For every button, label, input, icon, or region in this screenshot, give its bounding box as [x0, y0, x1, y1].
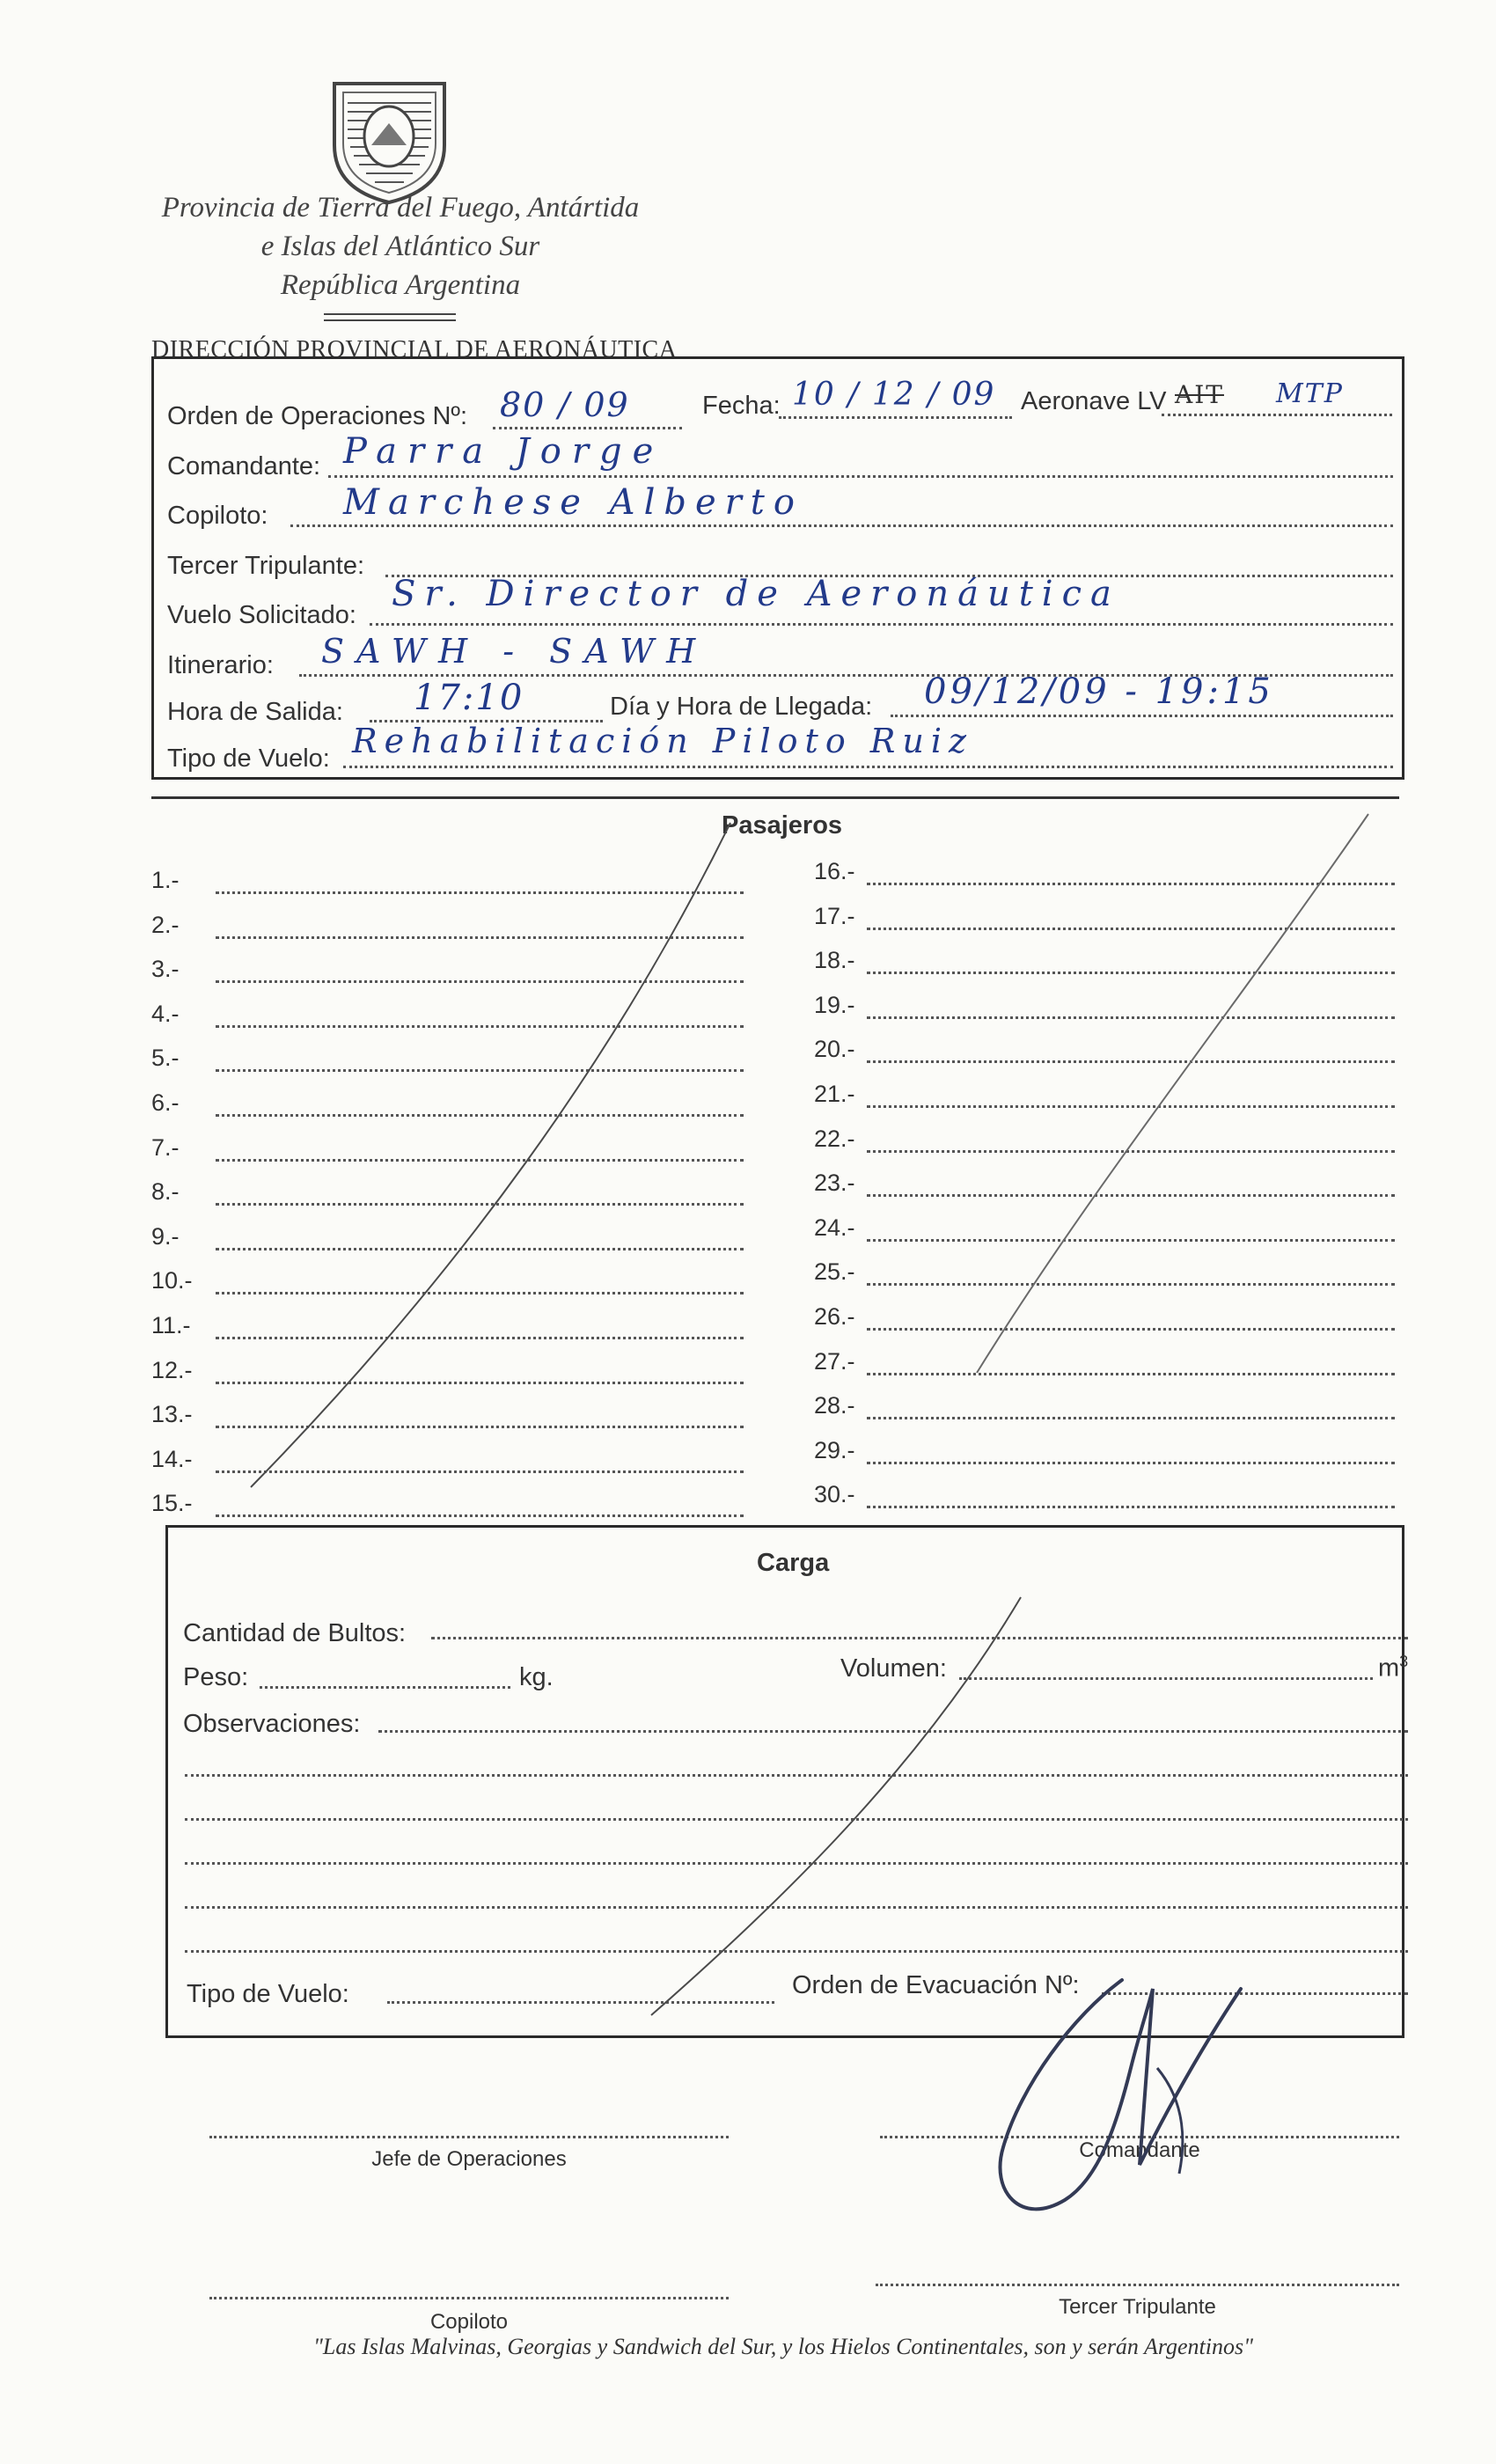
passenger-number: 13.- — [151, 1401, 193, 1428]
third-crew-caption: Tercer Tripulante — [1059, 2295, 1216, 2319]
evacuation-order-label: Orden de Evacuación Nº: — [792, 1971, 1080, 1999]
passenger-number: 20.- — [814, 1036, 855, 1063]
passenger-number: 7.- — [151, 1133, 180, 1161]
aircraft-value: MTP — [1276, 378, 1344, 409]
passenger-number: 17.- — [814, 902, 855, 929]
passenger-number: 1.- — [151, 867, 180, 893]
volume-label: Volumen: — [840, 1654, 947, 1683]
country-name: República Argentina — [280, 269, 521, 301]
passenger-number: 16.- — [814, 858, 855, 884]
third-crew-signature-line — [876, 2284, 1399, 2286]
aircraft-struck-value: AIT — [1175, 380, 1224, 409]
passenger-number: 22.- — [814, 1125, 855, 1152]
passenger-number: 6.- — [151, 1089, 180, 1116]
passenger-number: 9.- — [151, 1222, 180, 1250]
passenger-number: 27.- — [814, 1347, 855, 1375]
itinerary-value: SAWH - SAWH — [321, 632, 708, 671]
ops-chief-signature-line — [209, 2136, 729, 2138]
volume-unit-text: m — [1378, 1654, 1400, 1683]
passenger-number: 21.- — [814, 1081, 855, 1107]
order-number-label: Orden de Operaciones Nº: — [167, 402, 468, 430]
arrival-label: Día y Hora de Llegada: — [610, 693, 873, 721]
passenger-number: 11.- — [151, 1312, 191, 1338]
commander-value: Parra Jorge — [343, 431, 664, 472]
passenger-number: 2.- — [151, 911, 180, 938]
flight-type-value: Rehabilitación Piloto Ruiz — [352, 722, 974, 760]
passenger-number: 26.- — [814, 1303, 855, 1330]
copilot-caption: Copiloto — [429, 2310, 509, 2334]
cargo-title: Carga — [757, 1549, 830, 1577]
commander-label: Comandante: — [167, 452, 321, 480]
departure-time-label: Hora de Salida: — [167, 698, 343, 726]
passenger-number: 29.- — [814, 1436, 855, 1463]
passenger-number: 23.- — [814, 1170, 855, 1197]
passenger-number: 30.- — [814, 1481, 855, 1508]
arrival-value: 09/12/09 - 19:15 — [924, 671, 1274, 712]
requested-flight-label: Vuelo Solicitado: — [167, 601, 356, 629]
passenger-number: 25.- — [814, 1258, 855, 1286]
cargo-flight-type-label: Tipo de Vuelo: — [187, 1980, 349, 2008]
passenger-number: 19.- — [814, 991, 855, 1018]
order-number-value: 80 / 09 — [500, 385, 630, 424]
copilot-value: Marchese Alberto — [343, 482, 803, 523]
itinerary-label: Itinerario: — [167, 651, 274, 679]
passenger-number: 14.- — [151, 1445, 193, 1472]
commander-signature-image — [968, 1962, 1258, 2235]
observations-label: Observaciones: — [183, 1710, 361, 1738]
weight-label: Peso: — [183, 1663, 249, 1691]
passenger-number: 4.- — [151, 1000, 180, 1027]
passenger-number: 10.- — [151, 1267, 193, 1294]
copilot-signature-line — [209, 2297, 729, 2299]
commander-caption: Comandante — [1079, 2138, 1200, 2162]
departure-time-value: 17:10 — [414, 678, 524, 718]
flight-type-label: Tipo de Vuelo: — [167, 744, 330, 773]
weight-unit: kg. — [519, 1663, 554, 1691]
date-value: 10 / 12 / 09 — [792, 377, 996, 413]
passenger-number: 5.- — [151, 1045, 180, 1072]
requested-flight-value: Sr. Director de Aeronáutica — [392, 574, 1120, 614]
date-label: Fecha: — [702, 392, 781, 420]
province-name-line2: e Islas del Atlántico Sur — [260, 231, 540, 262]
volume-unit-exponent: 3 — [1399, 1653, 1409, 1670]
province-name-line1: Provincia de Tierra del Fuego, Antártida — [161, 192, 640, 224]
bundles-label: Cantidad de Bultos: — [183, 1619, 407, 1647]
ops-chief-caption: Jefe de Operaciones — [371, 2147, 567, 2171]
passenger-number: 18.- — [814, 947, 855, 974]
passenger-number: 12.- — [151, 1356, 193, 1383]
passenger-number: 24.- — [814, 1214, 855, 1241]
passengers-title: Pasajeros — [722, 811, 843, 840]
copilot-label: Copiloto: — [167, 502, 268, 530]
passenger-number: 8.- — [151, 1178, 180, 1206]
passenger-number: 3.- — [151, 956, 180, 983]
passenger-number: 15.- — [151, 1490, 193, 1517]
footer-motto: "Las Islas Malvinas, Georgias y Sandwich del Sur, y los Hielos Continentales, son y serán Argentinos" — [312, 2334, 1254, 2359]
passenger-number: 28.- — [814, 1392, 855, 1419]
third-crew-label: Tercer Tripulante: — [167, 552, 365, 580]
department-title: DIRECCIÓN PROVINCIAL DE AERONÁUTICA — [151, 336, 678, 363]
aircraft-label: Aeronave LV — [1021, 387, 1167, 415]
